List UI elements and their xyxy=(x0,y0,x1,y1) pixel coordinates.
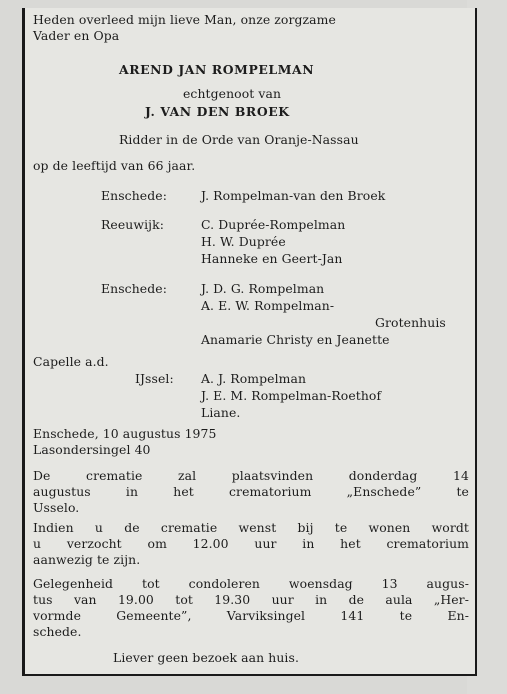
family-name: A. J. Rompelman xyxy=(201,371,307,386)
condolence-line: vormde Gemeente”, Varviksingel 141 te En- xyxy=(33,608,469,623)
intro-line-2: Vader en Opa xyxy=(33,28,120,43)
spouse-name: J. VAN DEN BROEK xyxy=(145,104,290,119)
family-name: C. Duprée-Rompelman xyxy=(201,217,346,232)
family-name: J. E. M. Rompelman-Roethof xyxy=(201,388,382,403)
place-reeuwijk: Reeuwijk: xyxy=(101,217,164,232)
place-capelle-1: Capelle a.d. xyxy=(33,354,109,369)
attend-line: u verzocht om 12.00 uur in het crematorium xyxy=(33,536,469,551)
intro-line-1: Heden overleed mijn lieve Man, onze zorgzame xyxy=(33,12,336,27)
family-name: Hanneke en Geert-Jan xyxy=(201,251,343,266)
condolence-line: tus van 19.00 tot 19.30 uur in de aula „Her- xyxy=(33,592,469,607)
cremation-line: augustus in het crematorium „Enschede” te xyxy=(33,484,469,499)
cremation-line: De crematie zal plaatsvinden donderdag 14 xyxy=(33,468,469,483)
family-name: A. E. W. Rompelman- xyxy=(201,298,335,313)
address-line: Lasondersingel 40 xyxy=(33,442,151,457)
family-name: Grotenhuis xyxy=(375,315,446,330)
family-name: J. D. G. Rompelman xyxy=(201,281,325,296)
date-line: Enschede, 10 augustus 1975 xyxy=(33,426,217,441)
condolence-line: Gelegenheid tot condoleren woensdag 13 augus- xyxy=(33,576,469,591)
honour-line: Ridder in de Orde van Oranje-Nassau xyxy=(119,132,359,147)
cremation-line: Usselo. xyxy=(33,500,80,515)
place-enschede-2: Enschede: xyxy=(101,281,167,296)
family-name: Liane. xyxy=(201,405,241,420)
age-line: op de leeftijd van 66 jaar. xyxy=(33,158,196,173)
spouse-label: echtgenoot van xyxy=(183,86,282,101)
deceased-name: AREND JAN ROMPELMAN xyxy=(119,62,315,77)
attend-line: Indien u de crematie wenst bij te wonen wordt xyxy=(33,520,469,535)
family-name: J. Rompelman-van den Broek xyxy=(201,188,386,203)
obituary-notice xyxy=(22,8,477,676)
family-name: Anamarie Christy en Jeanette xyxy=(201,332,390,347)
condolence-line: schede. xyxy=(33,624,82,639)
attend-line: aanwezig te zijn. xyxy=(33,552,141,567)
family-name: H. W. Duprée xyxy=(201,234,286,249)
place-enschede-1: Enschede: xyxy=(101,188,167,203)
place-capelle-2: IJssel: xyxy=(135,371,174,386)
closing-line: Liever geen bezoek aan huis. xyxy=(113,650,299,665)
